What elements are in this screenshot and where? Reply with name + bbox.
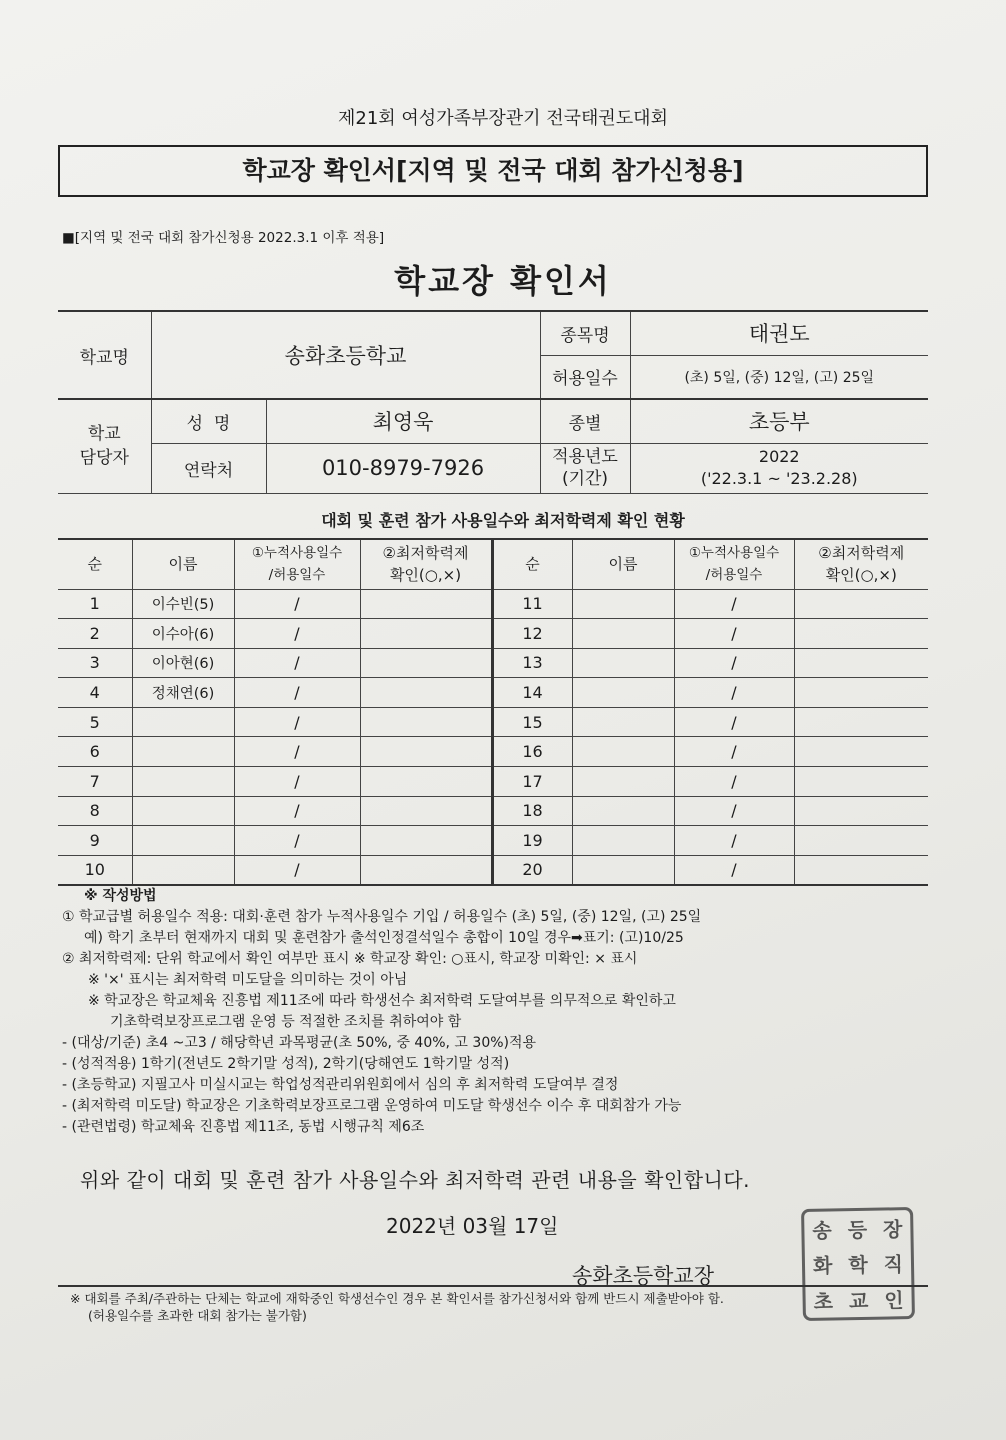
row-academic	[794, 737, 928, 767]
row-no: 8	[58, 796, 132, 826]
row-no: 9	[58, 826, 132, 856]
row-academic	[794, 855, 928, 885]
confirmation-date: 2022년 03월 17일	[386, 1214, 559, 1238]
row-days: /	[234, 589, 360, 619]
header-days-left: ①누적사용일수 /허용일수	[234, 539, 360, 589]
row-no: 12	[492, 619, 572, 649]
apply-note: ■[지역 및 전국 대회 참가신청용 2022.3.1 이후 적용]	[62, 230, 385, 246]
row-academic	[360, 619, 492, 649]
row-name	[572, 737, 674, 767]
row-days: /	[234, 855, 360, 885]
row-name	[572, 796, 674, 826]
row-no: 1	[58, 589, 132, 619]
row-days: /	[234, 796, 360, 826]
row-days: /	[674, 589, 794, 619]
name-value: 최영욱	[266, 399, 540, 443]
table-row	[58, 707, 928, 737]
seal-char: 직	[883, 1252, 904, 1278]
row-academic	[360, 767, 492, 797]
row-days: /	[234, 767, 360, 797]
row-days: /	[234, 648, 360, 678]
seal-char: 장	[882, 1217, 903, 1242]
row-academic	[360, 648, 492, 678]
row-no: 17	[492, 767, 572, 797]
main-title: 학교장 확인서	[394, 262, 612, 300]
row-name	[572, 855, 674, 885]
seal-char: 학	[848, 1253, 868, 1278]
header-no-left: 순	[58, 539, 132, 589]
table-row	[58, 826, 928, 856]
row-no: 15	[492, 707, 572, 737]
instructions	[62, 886, 942, 1138]
instruction-line: 기초학력보장프로그램 운영 등 적절한 조치를 취하여야 함	[110, 1014, 462, 1030]
table-row	[58, 796, 928, 826]
footer-line: ※ 대회를 주최/주관하는 단체는 학교에 재학중인 학생선수인 경우 본 확인서를 참가신청서와 함께 반드시 제출받아야 함.	[70, 1291, 724, 1306]
sport-label: 종목명	[540, 311, 630, 355]
row-academic	[794, 619, 928, 649]
table-row	[58, 589, 928, 619]
name-label: 성 명	[151, 399, 266, 443]
row-days: /	[674, 648, 794, 678]
row-academic	[794, 796, 928, 826]
row-days: /	[234, 678, 360, 708]
school-value: 송화초등학교	[151, 311, 540, 399]
category-label: 종별	[540, 399, 630, 443]
table-row	[58, 855, 928, 885]
row-academic	[794, 767, 928, 797]
row-no: 10	[58, 855, 132, 885]
row-academic	[360, 796, 492, 826]
footer-note	[70, 1290, 724, 1324]
seal-char: 등	[847, 1217, 868, 1243]
instruction-line: - (초등학교) 지필고사 미실시교는 학업성적관리위원회에서 심의 후 최저학력 도달여부 결정	[62, 1077, 619, 1093]
signer-name: 송화초등학교장	[572, 1264, 715, 1288]
row-name: 이아현(6)	[132, 648, 234, 678]
row-no: 19	[492, 826, 572, 856]
instructions-title: ※ 작성방법	[84, 888, 157, 904]
footer-line: (허용일수를 초과한 대회 참가는 불가함)	[88, 1308, 307, 1323]
row-no: 4	[58, 678, 132, 708]
seal-char: 화	[812, 1253, 833, 1279]
table-row	[58, 648, 928, 678]
row-academic	[360, 678, 492, 708]
header-days-right: ①누적사용일수 /허용일수	[674, 539, 794, 589]
table-row	[58, 737, 928, 767]
instruction-line: 예) 학기 초부터 현재까지 대회 및 훈련참가 출석인정결석일수 총합이 10일 경우➡표기: (고)10/25	[84, 930, 684, 946]
row-no: 13	[492, 648, 572, 678]
row-name	[132, 826, 234, 856]
row-no: 18	[492, 796, 572, 826]
seal-char: 교	[848, 1288, 869, 1313]
instruction-line: ※ 학교장은 학교체육 진흥법 제11조에 따라 학생선수 최저학력 도달여부를 의무적으로 확인하고	[88, 993, 676, 1009]
seal-char: 초	[813, 1289, 834, 1314]
row-name: 이수빈(5)	[132, 589, 234, 619]
info-table	[58, 310, 928, 494]
contact-value: 010-8979-7926	[266, 443, 540, 493]
days-value: (초) 5일, (중) 12일, (고) 25일	[630, 355, 928, 399]
year-value: 2022	[758, 447, 800, 466]
seal-char: 송	[812, 1218, 832, 1243]
row-days: /	[234, 619, 360, 649]
school-label: 학교명	[58, 311, 151, 399]
row-academic	[360, 826, 492, 856]
row-no: 11	[492, 589, 572, 619]
row-no: 5	[58, 707, 132, 737]
row-academic	[794, 648, 928, 678]
seal-char: 인	[884, 1288, 904, 1313]
manager-label: 학교 담당자	[58, 399, 151, 493]
row-name	[572, 678, 674, 708]
row-name	[572, 648, 674, 678]
instruction-line: ※ '×' 표시는 최저학력 미도달을 의미하는 것이 아님	[88, 972, 408, 988]
row-days: /	[674, 678, 794, 708]
row-academic	[360, 707, 492, 737]
row-academic	[360, 589, 492, 619]
category-value: 초등부	[630, 399, 928, 443]
days-label: 허용일수	[540, 355, 630, 399]
row-days: /	[234, 707, 360, 737]
row-days: /	[674, 619, 794, 649]
row-name	[132, 737, 234, 767]
row-name	[132, 707, 234, 737]
row-no: 3	[58, 648, 132, 678]
instruction-line: - (최저학력 미도달) 학교장은 기초학력보장프로그램 운영하여 미도달 학생선수 이수 후 대회참가 가능	[62, 1098, 682, 1114]
row-days: /	[674, 767, 794, 797]
row-days: /	[674, 855, 794, 885]
header-academic-right: ②최저학력제 확인(○,×)	[794, 539, 928, 589]
header-no-right: 순	[492, 539, 572, 589]
header-name-left: 이름	[132, 539, 234, 589]
row-days: /	[674, 826, 794, 856]
row-name	[132, 767, 234, 797]
table-row	[58, 678, 928, 708]
footer-divider	[58, 1285, 928, 1287]
instruction-line: - (대상/기준) 초4 ~고3 / 해당학년 과목평균(초 50%, 중 40%, 고 30%)적용	[62, 1035, 537, 1051]
event-title: 제21회 여성가족부장관기 전국태권도대회	[338, 108, 668, 129]
period-value: ('22.3.1 ~ '23.2.28)	[700, 469, 858, 488]
contact-label: 연락처	[151, 443, 266, 493]
row-name	[572, 767, 674, 797]
row-no: 2	[58, 619, 132, 649]
sport-value: 태권도	[630, 311, 928, 355]
form-title: 학교장 확인서[지역 및 전국 대회 참가신청용]	[58, 145, 928, 197]
row-academic	[360, 737, 492, 767]
row-name: 이수아(6)	[132, 619, 234, 649]
confirmation-statement: 위와 같이 대회 및 훈련 참가 사용일수와 최저학력 관련 내용을 확인합니다.	[80, 1168, 751, 1192]
row-name	[572, 826, 674, 856]
row-academic	[794, 707, 928, 737]
row-days: /	[674, 796, 794, 826]
row-days: /	[674, 707, 794, 737]
row-no: 6	[58, 737, 132, 767]
instruction-line: ② 최저학력제: 단위 학교에서 확인 여부만 표시 ※ 학교장 확인: ○표시, 학교장 미확인: × 표시	[62, 951, 638, 967]
header-academic-left: ②최저학력제 확인(○,×)	[360, 539, 492, 589]
roster-title: 대회 및 훈련 참가 사용일수와 최저학력제 확인 현황	[321, 511, 685, 530]
row-name	[572, 707, 674, 737]
row-name	[132, 855, 234, 885]
year-cell	[630, 443, 928, 493]
instruction-line: - (관련법령) 학교체육 진흥법 제11조, 동법 시행규칙 제6조	[62, 1119, 425, 1135]
row-days: /	[674, 737, 794, 767]
row-academic	[360, 855, 492, 885]
row-academic	[794, 826, 928, 856]
row-no: 14	[492, 678, 572, 708]
row-no: 7	[58, 767, 132, 797]
row-name	[572, 589, 674, 619]
row-no: 20	[492, 855, 572, 885]
row-name	[572, 619, 674, 649]
roster-table	[58, 538, 928, 886]
row-name	[132, 796, 234, 826]
official-seal	[801, 1207, 915, 1321]
instruction-line: ① 학교급별 허용일수 적용: 대회·훈련 참가 누적사용일수 기입 / 허용일수 (초) 5일, (중) 12일, (고) 25일	[62, 909, 702, 925]
row-academic	[794, 678, 928, 708]
row-name: 정채연(6)	[132, 678, 234, 708]
instruction-line: - (성적적용) 1학기(전년도 2학기말 성적), 2학기(당해연도 1학기말 성적)	[62, 1056, 510, 1072]
table-row	[58, 767, 928, 797]
header-name-right: 이름	[572, 539, 674, 589]
row-academic	[794, 589, 928, 619]
row-no: 16	[492, 737, 572, 767]
row-days: /	[234, 737, 360, 767]
year-label: 적용년도 (기간)	[540, 443, 630, 493]
table-row	[58, 619, 928, 649]
row-days: /	[234, 826, 360, 856]
